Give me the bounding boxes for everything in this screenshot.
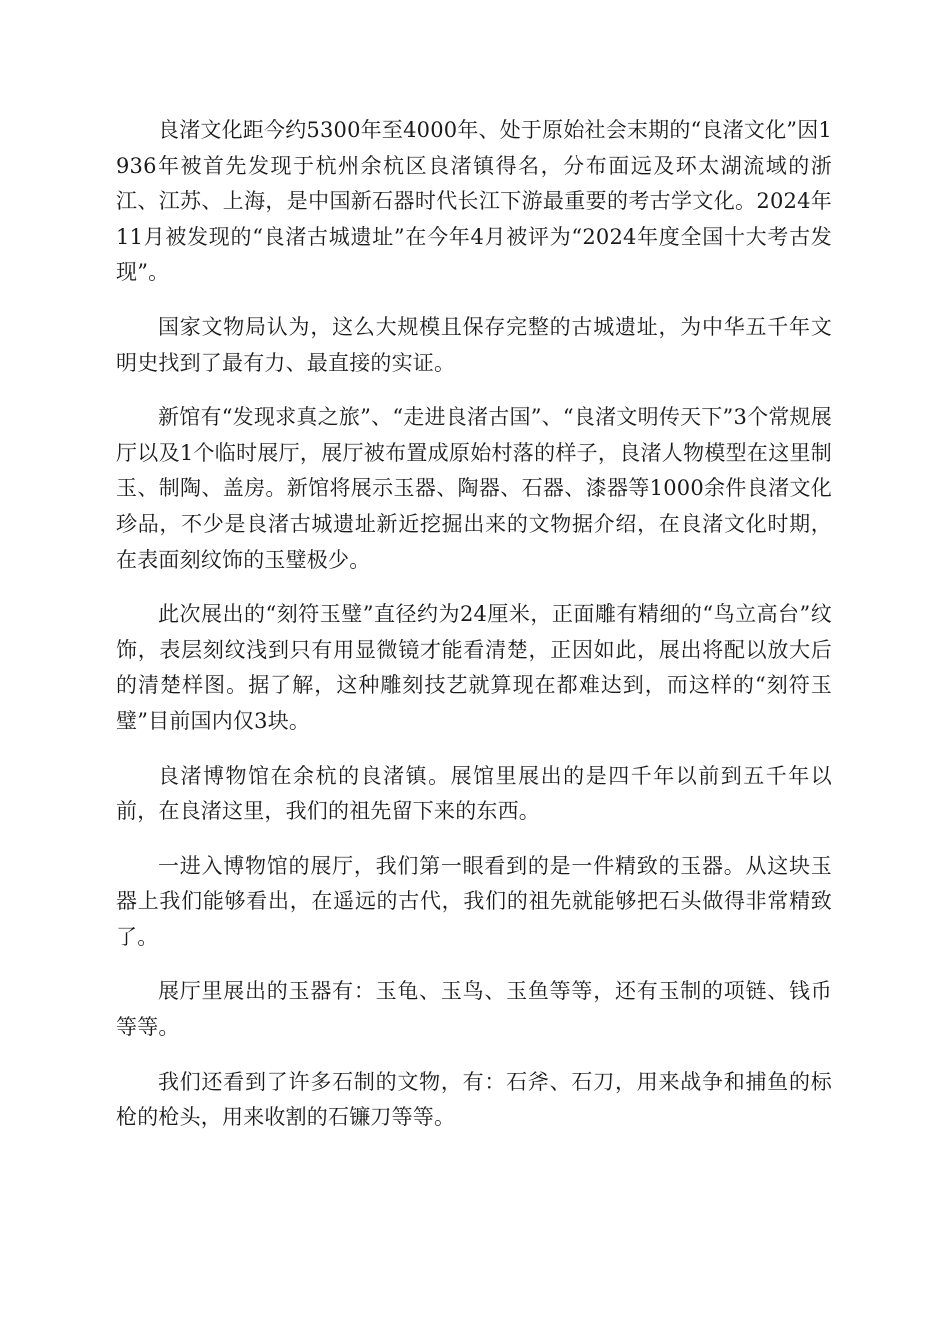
paragraph-8: 我们还看到了许多石制的文物，有：石斧、石刀，用来战争和捕鱼的标枪的枪头，用来收割的石镰刀等等。 [116,1069,832,1130]
document-body [116,113,832,1155]
paragraph-3: 新馆有“发现求真之旅”、“走进良渚古国”、“良渚文明传天下”3个常规展厅以及1个临时展厅，展厅被布置成原始村落的样子，良渚人物模型在这里制玉、制陶、盖房。新馆将展示玉器、陶器、石器、漆器等1000余件良渚文化珍品，不少是良渚古城遗址新近挖掘出来的文物据介绍，在良渚文化时期，在表面刻纹饰的玉璧极少。 [116,405,832,572]
paragraph-4: 此次展出的“刻符玉璧”直径约为24厘米，正面雕有精细的“鸟立高台”纹饰，表层刻纹浅到只有用显微镜才能看清楚，正因如此，展出将配以放大后的清楚样图。据了解，这种雕刻技艺就算现在都难达到，而这样的“刻符玉璧”目前国内仅3块。 [116,602,832,733]
paragraph-6: 一进入博物馆的展厅，我们第一眼看到的是一件精致的玉器。从这块玉器上我们能够看出，在遥远的古代，我们的祖先就能够把石头做得非常精致了。 [116,853,832,949]
paragraph-2: 国家文物局认为，这么大规模且保存完整的古城遗址，为中华五千年文明史找到了最有力、最直接的实证。 [116,314,832,375]
paragraph-7: 展厅里展出的玉器有：玉龟、玉鸟、玉鱼等等，还有玉制的项链、钱币等等。 [116,979,832,1040]
paragraph-5: 良渚博物馆在余杭的良渚镇。展馆里展出的是四千年以前到五千年以前，在良渚这里，我们的祖先留下来的东西。 [116,763,832,824]
paragraph-1: 良渚文化距今约5300年至4000年、处于原始社会末期的“良渚文化”因1936年被首先发现于杭州余杭区良渚镇得名，分布面远及环太湖流域的浙江、江苏、上海，是中国新石器时代长江下游最重要的考古学文化。2024年11月被发现的“良渚古城遗址”在今年4月被评为“2024年度全国十大考古发现”。 [116,118,832,285]
